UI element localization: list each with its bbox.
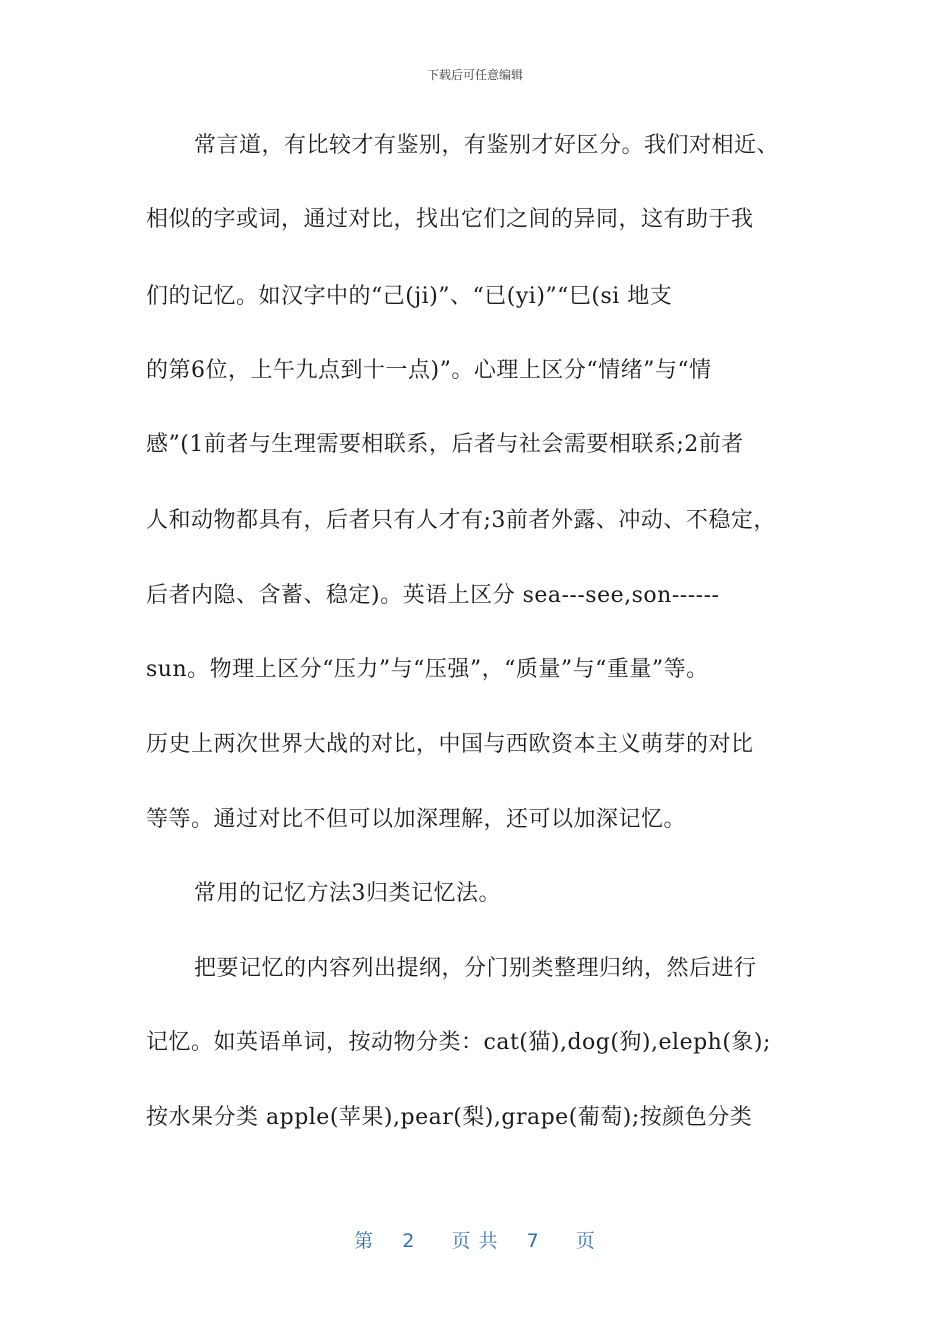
text-line: 的第6位，上午九点到十一点)”。心理上区分“情绪”与“情 <box>146 358 712 383</box>
text-line: 后者内隐、含蓄、稳定)。英语上区分 sea---see,son------ <box>146 583 720 608</box>
text-line: 常用的记忆方法3归类记忆法。 <box>194 881 501 906</box>
page-number-footer <box>0 1226 950 1253</box>
text-line: 历史上两次世界大战的对比，中国与西欧资本主义萌芽的对比 <box>146 732 754 757</box>
text-line: 相似的字或词，通过对比，找出它们之间的异同，这有助于我 <box>146 207 754 232</box>
page-prefix: 第 <box>354 1230 375 1252</box>
total-page-number: 7 <box>526 1230 540 1252</box>
text-line: 感”(1前者与生理需要相联系，后者与社会需要相联系;2前者 <box>146 432 744 457</box>
page-middle-text: 页 共 <box>451 1230 499 1252</box>
text-line: 人和动物都具有，后者只有人才有;3前者外露、冲动、不稳定， <box>146 508 776 533</box>
header-note: 下载后可任意编辑 <box>426 68 523 82</box>
page-suffix: 页 <box>575 1230 596 1252</box>
text-line: sun。物理上区分“压力”与“压强”，“质量”与“重量”等。 <box>146 657 709 682</box>
current-page-number: 2 <box>402 1230 416 1252</box>
text-line: 常言道，有比较才有鉴别，有鉴别才好区分。我们对相近、 <box>194 133 780 158</box>
text-line: 等等。通过对比不但可以加深理解，还可以加深记忆。 <box>146 807 687 832</box>
text-line: 把要记忆的内容列出提纲，分门别类整理归纳，然后进行 <box>194 956 757 981</box>
text-line: 们的记忆。如汉字中的“己(ji)”、“已(yi)”“巳(si 地支 <box>146 284 673 309</box>
text-line: 按水果分类 apple(苹果),pear(梨),grape(葡萄);按颜色分类 <box>146 1105 753 1130</box>
text-line: 记忆。如英语单词，按动物分类：cat(猫),dog(狗),eleph(象); <box>146 1030 771 1055</box>
